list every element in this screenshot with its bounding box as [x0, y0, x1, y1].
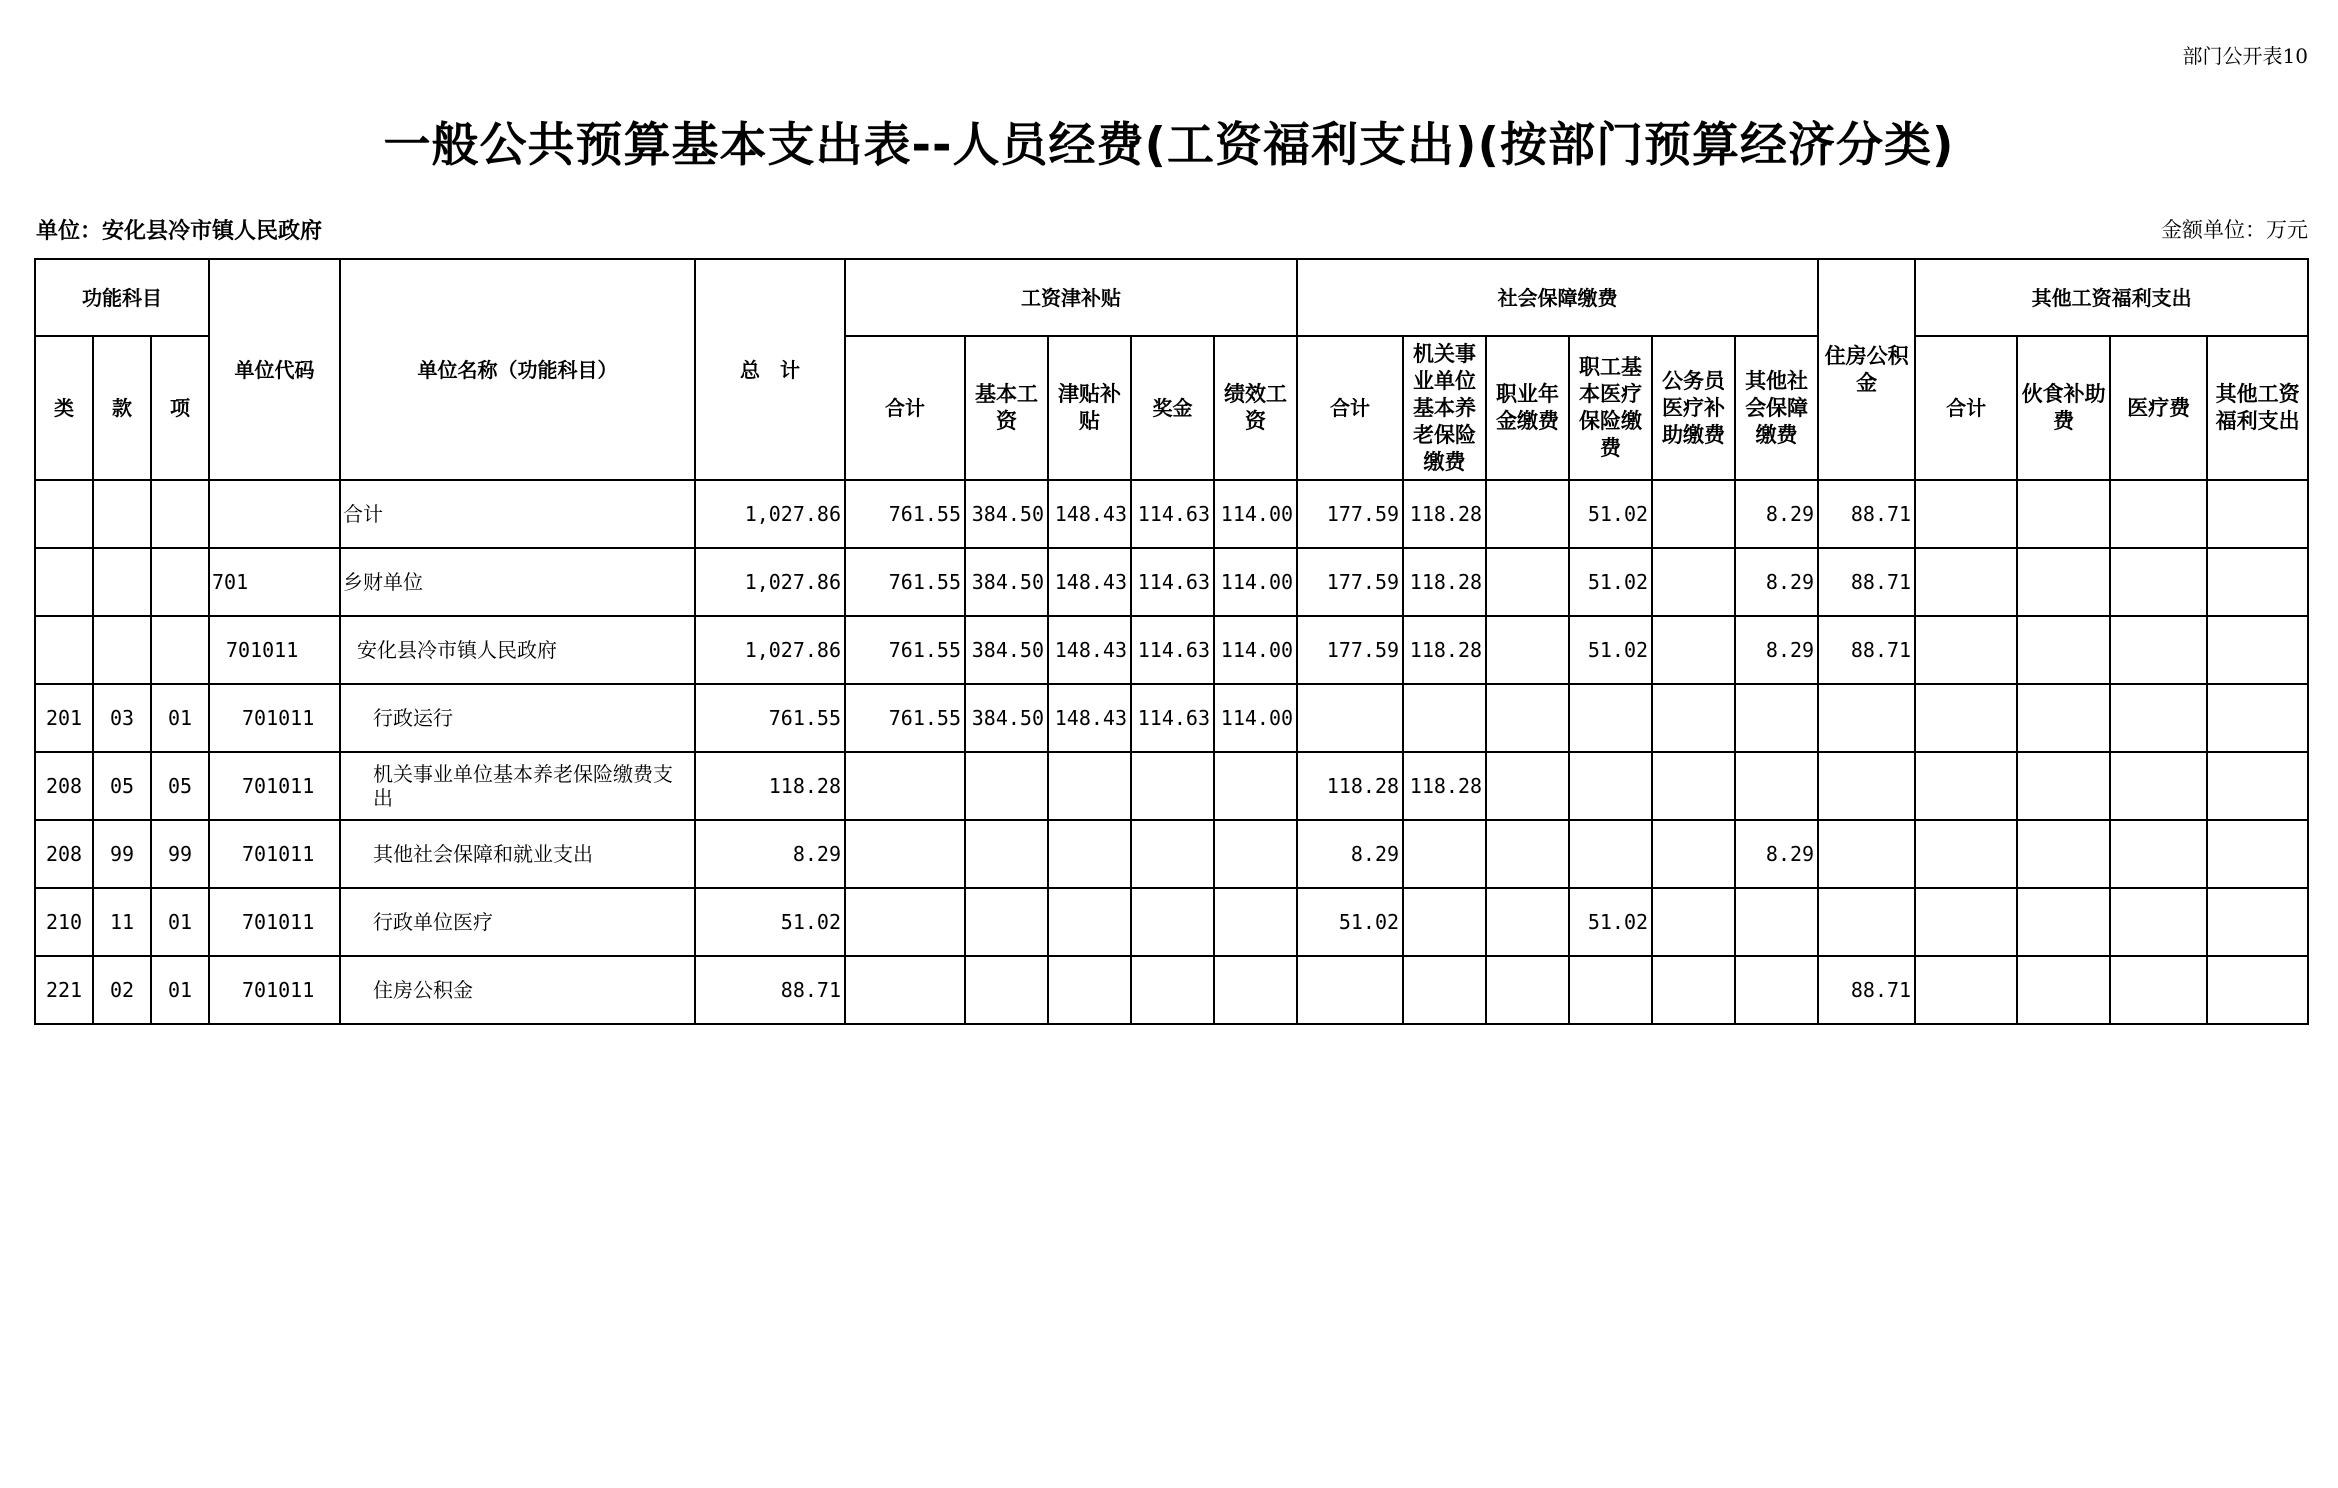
- cell-allowance: [1048, 820, 1131, 888]
- cell-other-sum: [1915, 548, 2017, 616]
- header-pension: 机关事业单位基本养老保险缴费: [1403, 336, 1486, 480]
- table-row: [35, 548, 2308, 616]
- cell-meal-subsidy: [2017, 480, 2110, 548]
- header-civil-medical-subsidy: 公务员医疗补助缴费: [1652, 336, 1735, 480]
- cell-occupational-annuity: [1486, 684, 1569, 752]
- cell-total: 1,027.86: [695, 616, 845, 684]
- cell-bonus: [1131, 956, 1214, 1024]
- cell-allowance: 148.43: [1048, 548, 1131, 616]
- cell-bonus: 114.63: [1131, 684, 1214, 752]
- cell-housing-fund: 88.71: [1818, 616, 1915, 684]
- cell-wage-sum: 761.55: [845, 480, 965, 548]
- cell-other-social: 8.29: [1735, 820, 1818, 888]
- budget-table: [34, 258, 2309, 1025]
- cell-other-welfare: [2207, 752, 2308, 820]
- cell-bonus: 114.63: [1131, 548, 1214, 616]
- header-social-sum: 合计: [1297, 336, 1403, 480]
- table-row: [35, 616, 2308, 684]
- cell-meal-subsidy: [2017, 684, 2110, 752]
- cell-performance-wage: 114.00: [1214, 684, 1297, 752]
- cell-basic-wage: 384.50: [965, 684, 1048, 752]
- cell-civil-medical-subsidy: [1652, 956, 1735, 1024]
- cell-kuan: 02: [93, 956, 151, 1024]
- cell-total: 1,027.86: [695, 480, 845, 548]
- cell-basic-wage: [965, 888, 1048, 956]
- cell-social-sum: 51.02: [1297, 888, 1403, 956]
- cell-other-social: [1735, 956, 1818, 1024]
- cell-xiang: 99: [151, 820, 209, 888]
- cell-social-sum: [1297, 956, 1403, 1024]
- page-title: 一般公共预算基本支出表--人员经费(工资福利支出)(按部门预算经济分类): [383, 118, 1955, 173]
- cell-wage-sum: [845, 956, 965, 1024]
- cell-unit-code: 701011: [209, 956, 340, 1024]
- cell-performance-wage: [1214, 820, 1297, 888]
- cell-other-social: 8.29: [1735, 480, 1818, 548]
- cell-unit-name: 机关事业单位基本养老保险缴费支出: [340, 752, 695, 820]
- cell-wage-sum: 761.55: [845, 684, 965, 752]
- form-number: 部门公开表10: [2182, 44, 2308, 68]
- cell-unit-name: 行政单位医疗: [340, 888, 695, 956]
- cell-other-welfare: [2207, 888, 2308, 956]
- cell-medical-insurance: 51.02: [1569, 888, 1652, 956]
- cell-kuan: [93, 616, 151, 684]
- cell-unit-name: 其他社会保障和就业支出: [340, 820, 695, 888]
- cell-lei: [35, 548, 93, 616]
- cell-other-welfare: [2207, 616, 2308, 684]
- cell-medical-insurance: [1569, 684, 1652, 752]
- cell-other-welfare: [2207, 956, 2308, 1024]
- cell-xiang: 05: [151, 752, 209, 820]
- table-row: [35, 956, 2308, 1024]
- cell-civil-medical-subsidy: [1652, 548, 1735, 616]
- cell-performance-wage: [1214, 752, 1297, 820]
- header-wage-sum: 合计: [845, 336, 965, 480]
- cell-medical-fee: [2110, 548, 2207, 616]
- cell-pension: 118.28: [1403, 752, 1486, 820]
- unit-label: 单位：安化县冷市镇人民政府: [36, 219, 323, 244]
- cell-performance-wage: [1214, 956, 1297, 1024]
- cell-lei: [35, 480, 93, 548]
- cell-unit-name: 安化县冷市镇人民政府: [340, 616, 695, 684]
- cell-unit-code: 701: [209, 548, 340, 616]
- cell-civil-medical-subsidy: [1652, 752, 1735, 820]
- cell-occupational-annuity: [1486, 752, 1569, 820]
- cell-kuan: 99: [93, 820, 151, 888]
- header-other-sum: 合计: [1915, 336, 2017, 480]
- cell-other-welfare: [2207, 480, 2308, 548]
- cell-medical-fee: [2110, 684, 2207, 752]
- cell-allowance: 148.43: [1048, 480, 1131, 548]
- header-meal-subsidy: 伙食补助费: [2017, 336, 2110, 480]
- cell-unit-name: 住房公积金: [340, 956, 695, 1024]
- cell-lei: 201: [35, 684, 93, 752]
- cell-social-sum: 177.59: [1297, 548, 1403, 616]
- cell-social-sum: 177.59: [1297, 616, 1403, 684]
- header-medical-insurance: 职工基本医疗保险缴费: [1569, 336, 1652, 480]
- cell-housing-fund: [1818, 752, 1915, 820]
- cell-kuan: 03: [93, 684, 151, 752]
- header-xiang: 项: [151, 336, 209, 480]
- cell-unit-name: 乡财单位: [340, 548, 695, 616]
- cell-bonus: [1131, 752, 1214, 820]
- cell-unit-code: [209, 480, 340, 548]
- cell-civil-medical-subsidy: [1652, 480, 1735, 548]
- header-unit-code: 单位代码: [209, 259, 340, 480]
- cell-occupational-annuity: [1486, 548, 1569, 616]
- cell-social-sum: 8.29: [1297, 820, 1403, 888]
- cell-medical-insurance: 51.02: [1569, 548, 1652, 616]
- cell-basic-wage: [965, 752, 1048, 820]
- cell-wage-sum: [845, 820, 965, 888]
- header-bonus: 奖金: [1131, 336, 1214, 480]
- header-occupational-annuity: 职业年金缴费: [1486, 336, 1569, 480]
- cell-unit-name: 行政运行: [340, 684, 695, 752]
- cell-other-social: [1735, 888, 1818, 956]
- cell-medical-insurance: 51.02: [1569, 480, 1652, 548]
- cell-wage-sum: 761.55: [845, 616, 965, 684]
- cell-bonus: [1131, 888, 1214, 956]
- cell-medical-insurance: [1569, 956, 1652, 1024]
- cell-bonus: [1131, 820, 1214, 888]
- cell-medical-fee: [2110, 480, 2207, 548]
- cell-total: 118.28: [695, 752, 845, 820]
- cell-performance-wage: 114.00: [1214, 548, 1297, 616]
- cell-meal-subsidy: [2017, 956, 2110, 1024]
- cell-total: 761.55: [695, 684, 845, 752]
- header-other-welfare: 其他工资福利支出: [2207, 336, 2308, 480]
- cell-other-social: [1735, 752, 1818, 820]
- header-total: 总 计: [695, 259, 845, 480]
- cell-civil-medical-subsidy: [1652, 888, 1735, 956]
- cell-pension: [1403, 820, 1486, 888]
- cell-other-sum: [1915, 752, 2017, 820]
- cell-occupational-annuity: [1486, 956, 1569, 1024]
- cell-unit-code: 701011: [209, 616, 340, 684]
- cell-other-welfare: [2207, 820, 2308, 888]
- cell-medical-insurance: 51.02: [1569, 616, 1652, 684]
- cell-other-sum: [1915, 480, 2017, 548]
- cell-xiang: 01: [151, 888, 209, 956]
- header-function-subject: 功能科目: [35, 259, 209, 336]
- cell-basic-wage: [965, 820, 1048, 888]
- cell-allowance: [1048, 752, 1131, 820]
- table-row: [35, 480, 2308, 548]
- header-kuan: 款: [93, 336, 151, 480]
- cell-pension: 118.28: [1403, 548, 1486, 616]
- table-row: [35, 684, 2308, 752]
- cell-kuan: 05: [93, 752, 151, 820]
- cell-xiang: [151, 616, 209, 684]
- header-performance-wage: 绩效工资: [1214, 336, 1297, 480]
- cell-pension: 118.28: [1403, 480, 1486, 548]
- cell-meal-subsidy: [2017, 752, 2110, 820]
- cell-occupational-annuity: [1486, 820, 1569, 888]
- cell-other-sum: [1915, 956, 2017, 1024]
- cell-unit-code: 701011: [209, 684, 340, 752]
- cell-performance-wage: [1214, 888, 1297, 956]
- cell-total: 1,027.86: [695, 548, 845, 616]
- cell-medical-insurance: [1569, 752, 1652, 820]
- cell-other-welfare: [2207, 548, 2308, 616]
- cell-performance-wage: 114.00: [1214, 480, 1297, 548]
- cell-housing-fund: [1818, 888, 1915, 956]
- cell-other-social: 8.29: [1735, 548, 1818, 616]
- cell-unit-code: 701011: [209, 820, 340, 888]
- cell-housing-fund: 88.71: [1818, 480, 1915, 548]
- cell-civil-medical-subsidy: [1652, 616, 1735, 684]
- cell-kuan: [93, 548, 151, 616]
- header-medical-fee: 医疗费: [2110, 336, 2207, 480]
- cell-pension: [1403, 684, 1486, 752]
- amount-unit-label: 金额单位：万元: [2161, 218, 2308, 242]
- cell-social-sum: [1297, 684, 1403, 752]
- cell-other-sum: [1915, 684, 2017, 752]
- cell-occupational-annuity: [1486, 480, 1569, 548]
- cell-housing-fund: 88.71: [1818, 548, 1915, 616]
- cell-xiang: 01: [151, 684, 209, 752]
- table-row: [35, 820, 2308, 888]
- cell-lei: [35, 616, 93, 684]
- cell-medical-fee: [2110, 888, 2207, 956]
- cell-lei: 221: [35, 956, 93, 1024]
- cell-lei: 210: [35, 888, 93, 956]
- header-basic-wage: 基本工资: [965, 336, 1048, 480]
- cell-allowance: 148.43: [1048, 616, 1131, 684]
- cell-wage-sum: [845, 752, 965, 820]
- cell-pension: [1403, 956, 1486, 1024]
- cell-medical-fee: [2110, 616, 2207, 684]
- cell-medical-fee: [2110, 956, 2207, 1024]
- cell-lei: 208: [35, 820, 93, 888]
- cell-medical-fee: [2110, 820, 2207, 888]
- cell-wage-sum: [845, 888, 965, 956]
- header-unit-name: 单位名称（功能科目）: [340, 259, 695, 480]
- cell-basic-wage: 384.50: [965, 480, 1048, 548]
- cell-housing-fund: [1818, 684, 1915, 752]
- header-other-welfare-group: 其他工资福利支出: [1915, 259, 2308, 336]
- cell-kuan: 11: [93, 888, 151, 956]
- cell-civil-medical-subsidy: [1652, 820, 1735, 888]
- cell-total: 51.02: [695, 888, 845, 956]
- cell-other-social: [1735, 684, 1818, 752]
- cell-allowance: [1048, 956, 1131, 1024]
- cell-xiang: [151, 480, 209, 548]
- cell-occupational-annuity: [1486, 616, 1569, 684]
- cell-other-sum: [1915, 888, 2017, 956]
- cell-unit-code: 701011: [209, 888, 340, 956]
- cell-basic-wage: 384.50: [965, 616, 1048, 684]
- cell-basic-wage: [965, 956, 1048, 1024]
- cell-meal-subsidy: [2017, 820, 2110, 888]
- cell-lei: 208: [35, 752, 93, 820]
- header-social-group: 社会保障缴费: [1297, 259, 1818, 336]
- cell-bonus: 114.63: [1131, 616, 1214, 684]
- cell-housing-fund: [1818, 820, 1915, 888]
- cell-social-sum: 118.28: [1297, 752, 1403, 820]
- header-allowance: 津贴补贴: [1048, 336, 1131, 480]
- cell-medical-fee: [2110, 752, 2207, 820]
- cell-allowance: [1048, 888, 1131, 956]
- header-other-social: 其他社会保障缴费: [1735, 336, 1818, 480]
- cell-housing-fund: 88.71: [1818, 956, 1915, 1024]
- cell-bonus: 114.63: [1131, 480, 1214, 548]
- cell-wage-sum: 761.55: [845, 548, 965, 616]
- cell-meal-subsidy: [2017, 548, 2110, 616]
- cell-meal-subsidy: [2017, 616, 2110, 684]
- header-housing-fund: 住房公积金: [1818, 259, 1915, 480]
- cell-unit-name: 合计: [340, 480, 695, 548]
- cell-xiang: [151, 548, 209, 616]
- cell-basic-wage: 384.50: [965, 548, 1048, 616]
- table-row: [35, 888, 2308, 956]
- cell-social-sum: 177.59: [1297, 480, 1403, 548]
- cell-medical-insurance: [1569, 820, 1652, 888]
- cell-pension: 118.28: [1403, 616, 1486, 684]
- cell-civil-medical-subsidy: [1652, 684, 1735, 752]
- cell-other-social: 8.29: [1735, 616, 1818, 684]
- header-lei: 类: [35, 336, 93, 480]
- cell-other-welfare: [2207, 684, 2308, 752]
- cell-other-sum: [1915, 820, 2017, 888]
- cell-pension: [1403, 888, 1486, 956]
- cell-occupational-annuity: [1486, 888, 1569, 956]
- cell-allowance: 148.43: [1048, 684, 1131, 752]
- cell-unit-code: 701011: [209, 752, 340, 820]
- cell-meal-subsidy: [2017, 888, 2110, 956]
- header-wage-group: 工资津补贴: [845, 259, 1297, 336]
- cell-total: 88.71: [695, 956, 845, 1024]
- cell-kuan: [93, 480, 151, 548]
- table-row: [35, 752, 2308, 820]
- cell-xiang: 01: [151, 956, 209, 1024]
- cell-performance-wage: 114.00: [1214, 616, 1297, 684]
- cell-total: 8.29: [695, 820, 845, 888]
- cell-other-sum: [1915, 616, 2017, 684]
